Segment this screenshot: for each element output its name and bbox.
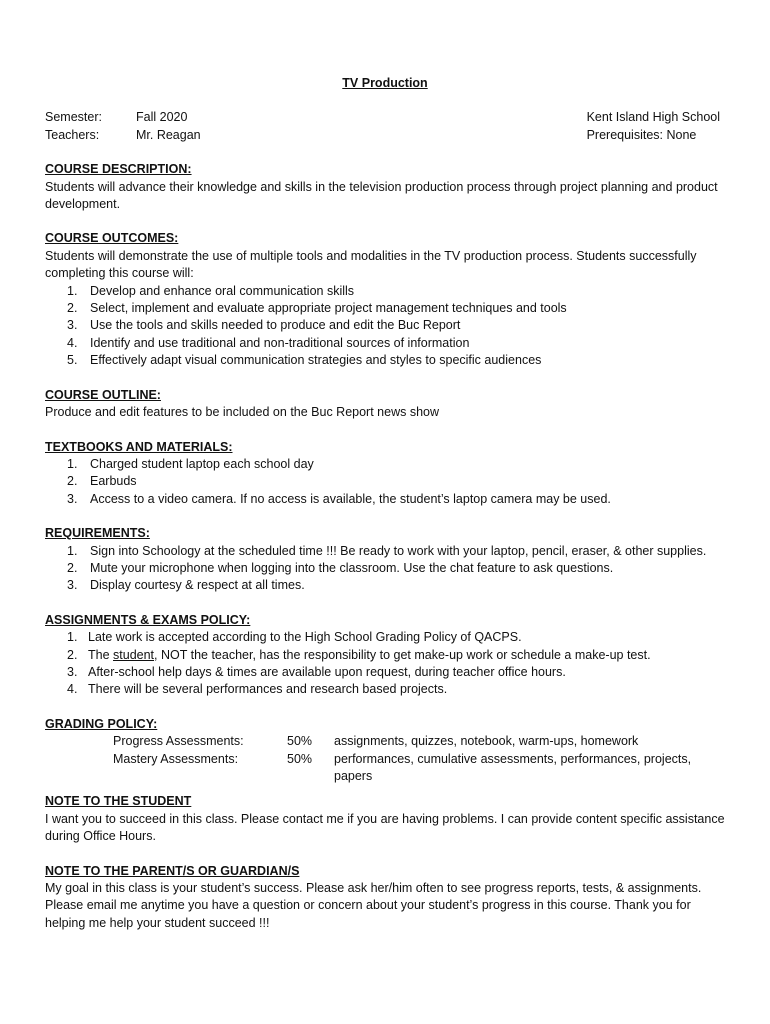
note-parent-section	[45, 863, 725, 933]
materials-heading: TEXTBOOKS AND MATERIALS:	[45, 439, 233, 454]
semester-row	[45, 109, 201, 126]
description-section	[45, 161, 725, 213]
list-item: 3. Access to a video camera. If no access is available, the student’s laptop camera may be used.	[67, 491, 611, 506]
requirements-list	[45, 543, 725, 595]
student-emphasis: student	[113, 647, 155, 662]
table-row: Progress Assessments: 50% assignments, quizzes, notebook, warm-ups, homework	[113, 734, 639, 749]
teachers-value: Mr. Reagan	[136, 127, 201, 142]
outline-section	[45, 387, 725, 422]
semester-label: Semester:	[45, 110, 102, 125]
meta-right	[587, 109, 720, 144]
assignments-heading: ASSIGNMENTS & EXAMS POLICY:	[45, 612, 251, 627]
requirements-section	[45, 525, 725, 595]
school-name: Kent Island High School	[586, 110, 720, 125]
list-item: 1. Charged student laptop each school day	[67, 456, 314, 471]
outcomes-heading: COURSE OUTCOMES:	[45, 231, 179, 246]
grading-heading: GRADING POLICY:	[45, 716, 158, 731]
outline-text: Produce and edit features to be included on the Buc Report news show	[45, 405, 440, 420]
teachers-row	[45, 127, 201, 144]
grading-table	[113, 733, 725, 785]
outcomes-section	[45, 230, 725, 369]
semester-value: Fall 2020	[136, 110, 188, 125]
outline-heading: COURSE OUTLINE:	[45, 387, 161, 402]
note-student-text: I want you to succeed in this class. Please contact me if you are having problems. I can provide content specific assistance during Office Hours.	[45, 811, 725, 844]
list-item: 3. Display courtesy & respect at all times.	[67, 578, 305, 593]
list-item: 1. Late work is accepted according to the High School Grading Policy of QACPS.	[67, 630, 522, 645]
outcomes-intro: Students will demonstrate the use of multiple tools and modalities in the TV production process. Students successfully completing this course will:	[45, 248, 697, 281]
list-item: 4. Identify and use traditional and non-traditional sources of information	[67, 335, 470, 350]
list-item: 2. Select, implement and evaluate appropriate project management techniques and tools	[67, 301, 567, 316]
description-text: Students will advance their knowledge and skills in the television production process through project planning and product development.	[45, 179, 718, 212]
note-parent-heading: NOTE TO THE PARENT/S OR GUARDIAN/S	[45, 863, 300, 878]
grading-section	[45, 716, 725, 786]
list-item: 2. Earbuds	[67, 474, 137, 489]
note-parent-text: My goal in this class is your student’s success. Please ask her/him often to see progress reports, tests, & assignments. Please email me anytime you have a question or concern about your student’s progress in this course. Thank you for helping me help your student succeed !!!	[45, 881, 702, 930]
assignments-section	[45, 612, 725, 699]
document-page	[45, 75, 725, 932]
materials-list	[45, 456, 725, 508]
prerequisites: Prerequisites: None	[586, 127, 697, 142]
list-item: 1. Sign into Schoology at the scheduled time !!! Be ready to work with your laptop, pencil, eraser, & other supplies.	[67, 543, 707, 558]
list-item: 2. The student, NOT the teacher, has the responsibility to get make-up work or schedule a make-up test.	[67, 647, 651, 662]
note-student-heading: NOTE TO THE STUDENT	[45, 794, 192, 809]
page-title: TV Production	[342, 76, 428, 90]
list-item: 5. Effectively adapt visual communication strategies and styles to specific audiences	[67, 353, 542, 368]
materials-section	[45, 439, 725, 509]
list-item: 3. After-school help days & times are available upon request, during teacher office hours.	[67, 664, 566, 679]
list-item: 1. Develop and enhance oral communication skills	[67, 283, 355, 298]
meta-left	[45, 109, 201, 144]
list-item: 3. Use the tools and skills needed to produce and edit the Buc Report	[67, 318, 461, 333]
outcomes-list	[45, 283, 725, 370]
list-item: 4. There will be several performances and research based projects.	[67, 682, 448, 697]
note-student-section	[45, 793, 725, 845]
course-meta	[45, 109, 725, 144]
table-row: Mastery Assessments: 50% performances, cumulative assessments, performances, projects, papers	[113, 751, 692, 783]
teachers-label: Teachers:	[45, 127, 100, 142]
description-heading: COURSE DESCRIPTION:	[45, 162, 192, 177]
assignments-list	[45, 629, 725, 699]
requirements-heading: REQUIREMENTS:	[45, 526, 150, 541]
list-item: 2. Mute your microphone when logging into the classroom. Use the chat feature to ask questions.	[67, 560, 614, 575]
